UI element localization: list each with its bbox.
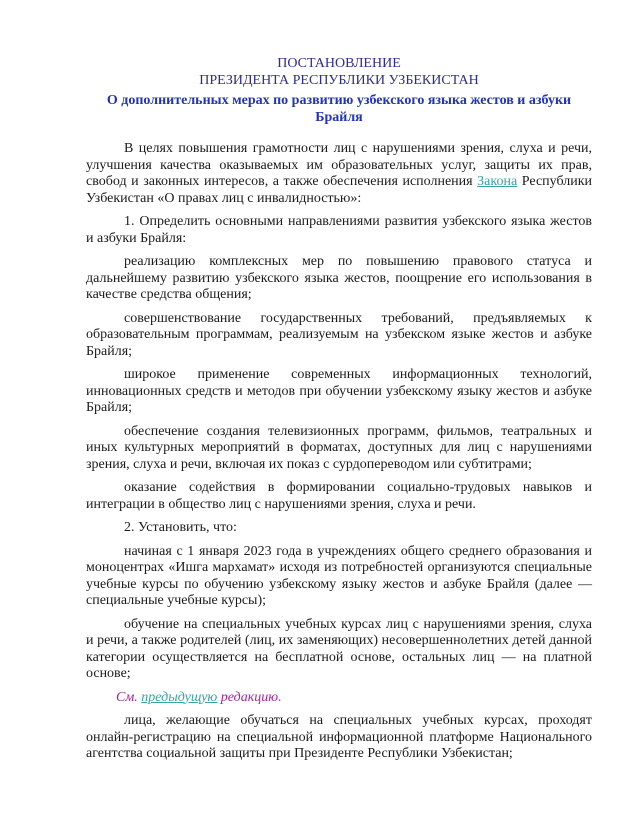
previous-revision-link[interactable]: предыдущую [141, 689, 218, 705]
text-run: начиная с 1 января 2023 года в учреждениях общего среднего образования и моноцентрах «Ишга мархамат» исходя из потребностей организуются специальные учебные курсы по обучению узбекскому языку жестов и азбуке Брайля (далее — специальные учебные курсы); [86, 543, 592, 608]
paragraph [86, 713, 592, 763]
doc-type-title: ПОСТАНОВЛЕНИЕ [277, 56, 401, 71]
text-run: редакцию. [217, 689, 282, 705]
paragraph [86, 544, 592, 610]
paragraph [86, 367, 592, 417]
paragraph [86, 311, 592, 361]
text-run: оказание содействия в формировании социально-трудовых навыков и интеграции в общество лиц с нарушениями зрения, слуха и речи. [86, 480, 592, 512]
revision-note [86, 690, 592, 707]
text-run: реализацию комплексных мер по повышению правового статуса и дальнейшему развитию узбекского языка жестов, поощрение его использования в качестве средства общения; [86, 254, 592, 302]
doc-authority-title: ПРЕЗИДЕНТА РЕСПУБЛИКИ УЗБЕКИСТАН [199, 73, 479, 88]
text-run: совершенствование государственных требований, предъявляемых к образовательным программам, реализуемым на узбекском языке жестов и азбуке Брайля; [86, 310, 592, 359]
paragraph [86, 254, 592, 304]
paragraph [86, 520, 592, 537]
text-run: лица, желающие обучаться на специальных учебных курсах, проходят онлайн-регистрацию на специальной информационной платформе Национального агентства социальной защиты при Президенте Республики Узбекистан; [86, 713, 592, 761]
document-body [86, 141, 592, 763]
paragraph [86, 424, 592, 474]
text-run: В целях повышения грамотности лиц с нарушениями зрения, слуха и речи, улучшения качества оказываемых им образовательных услуг, защиты их прав, свобод и законных интересов, а также обеспечения исполнения [86, 141, 592, 189]
text-run: 1. Определить основными направлениями развития узбекского языка жестов и азбуки Брайля: [86, 214, 592, 246]
document-header [86, 55, 592, 126]
text-run: См. [116, 689, 142, 705]
text-run: Республики Узбекистан «О правах лиц с инвалидностью»: [86, 174, 593, 206]
doc-subject-title: О дополнительных мерах по развитию узбекского языка жестов и азбуки Брайля [106, 93, 572, 125]
paragraph [86, 480, 592, 513]
law-link[interactable]: Закона [477, 174, 518, 189]
text-run: обеспечение создания телевизионных программ, фильмов, театральных и иных культурных мероприятий в форматах, доступных для лиц с нарушениями зрения, слуха и речи, включая их показ с сурдопереводом или субтитрами; [86, 423, 592, 472]
text-run: 2. Установить, что: [124, 520, 237, 535]
text-run: обучение на специальных учебных курсах лиц с нарушениями зрения, слуха и речи, а также родителей (лиц, их заменяющих) несовершеннолетних детей данной категории осуществляется на бесплатной основе, остальных лиц — на платной основе; [86, 616, 592, 681]
paragraph [86, 141, 592, 207]
paragraph [86, 617, 592, 683]
text-run: широкое применение современных информационных технологий, инновационных средств и методов при обучении узбекскому языку жестов и азбуке Брайля; [86, 367, 592, 415]
paragraph [86, 214, 592, 247]
